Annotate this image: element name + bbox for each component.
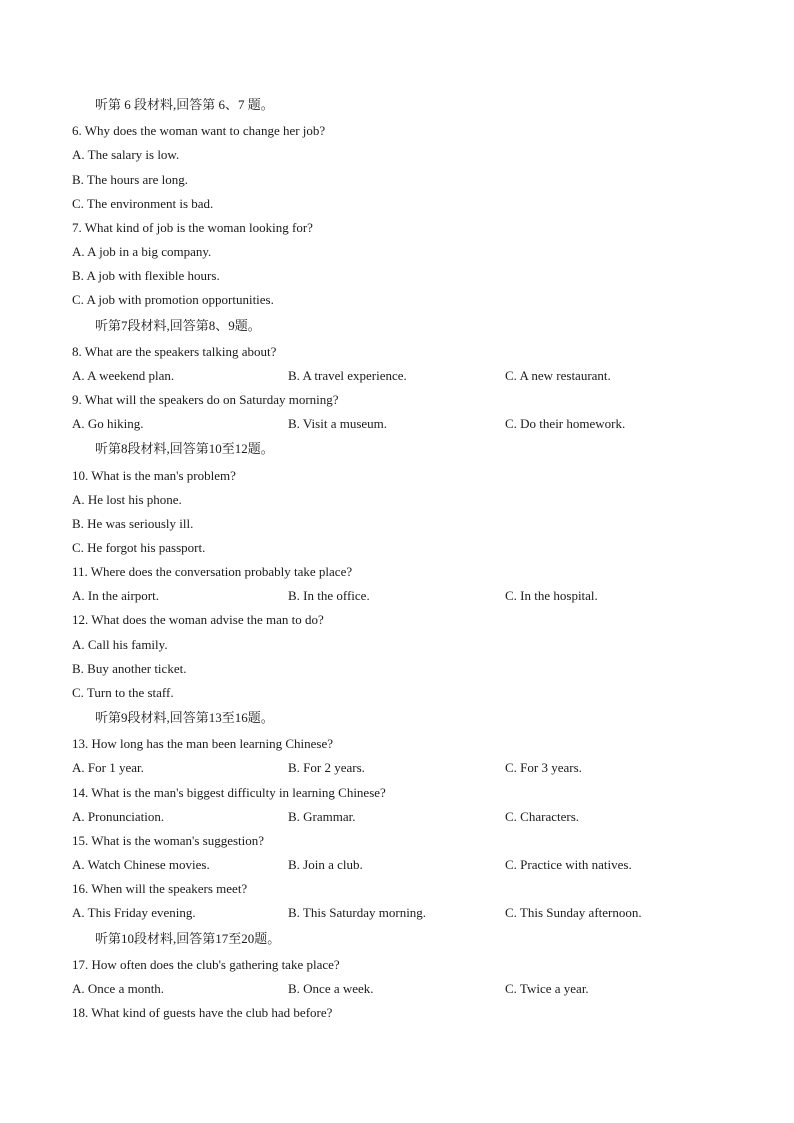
section-heading: 听第10段材料,回答第17至20题。 — [95, 931, 281, 946]
option-12a: A. Call his family. — [72, 637, 168, 652]
options-row-11 — [72, 588, 722, 604]
question-15: 15. What is the woman's suggestion? — [72, 833, 265, 848]
option-8c: C. A new restaurant. — [505, 368, 611, 383]
options-row-9 — [72, 416, 722, 432]
option-14b: B. Grammar. — [288, 809, 356, 824]
section-heading: 听第9段材料,回答第13至16题。 — [95, 710, 274, 725]
section-heading: 听第8段材料,回答第10至12题。 — [95, 441, 274, 456]
option-13a: A. For 1 year. — [72, 760, 144, 775]
option-12c: C. Turn to the staff. — [72, 685, 174, 700]
options-row-15 — [72, 857, 722, 873]
option-17a: A. Once a month. — [72, 981, 165, 996]
question-6: 6. Why does the woman want to change her job? — [72, 123, 326, 138]
option-14a: A. Pronunciation. — [72, 809, 165, 824]
options-row-13 — [72, 760, 722, 776]
question-14: 14. What is the man's biggest difficulty in learning Chinese? — [72, 785, 386, 800]
options-row-8 — [72, 368, 722, 384]
option-11c: C. In the hospital. — [505, 588, 598, 603]
option-12b: B. Buy another ticket. — [72, 661, 187, 676]
option-14c: C. Characters. — [505, 809, 580, 824]
option-9b: B. Visit a museum. — [288, 416, 388, 431]
option-10a: A. He lost his phone. — [72, 492, 182, 507]
option-10c: C. He forgot his passport. — [72, 540, 206, 555]
option-13c: C. For 3 years. — [505, 760, 582, 775]
option-11a: A. In the airport. — [72, 588, 160, 603]
option-11b: B. In the office. — [288, 588, 370, 603]
option-15a: A. Watch Chinese movies. — [72, 857, 210, 872]
option-15b: B. Join a club. — [288, 857, 363, 872]
question-17: 17. How often does the club's gathering take place? — [72, 957, 340, 972]
option-13b: B. For 2 years. — [288, 760, 365, 775]
question-16: 16. When will the speakers meet? — [72, 881, 248, 896]
options-row-17 — [72, 981, 722, 997]
option-6a: A. The salary is low. — [72, 147, 180, 162]
option-9c: C. Do their homework. — [505, 416, 626, 431]
option-6c: C. The environment is bad. — [72, 196, 214, 211]
question-10: 10. What is the man's problem? — [72, 468, 236, 483]
option-16c: C. This Sunday afternoon. — [505, 905, 642, 920]
option-9a: A. Go hiking. — [72, 416, 144, 431]
question-8: 8. What are the speakers talking about? — [72, 344, 277, 359]
option-7c: C. A job with promotion opportunities. — [72, 292, 274, 307]
option-15c: C. Practice with natives. — [505, 857, 632, 872]
question-9: 9. What will the speakers do on Saturday morning? — [72, 392, 339, 407]
option-17b: B. Once a week. — [288, 981, 374, 996]
option-10b: B. He was seriously ill. — [72, 516, 194, 531]
option-6b: B. The hours are long. — [72, 172, 189, 187]
section-heading: 听第 6 段材料,回答第 6、7 题。 — [95, 97, 274, 112]
option-8a: A. A weekend plan. — [72, 368, 175, 383]
options-row-14 — [72, 809, 722, 825]
option-7a: A. A job in a big company. — [72, 244, 212, 259]
option-8b: B. A travel experience. — [288, 368, 407, 383]
option-16b: B. This Saturday morning. — [288, 905, 427, 920]
question-12: 12. What does the woman advise the man to do? — [72, 612, 324, 627]
question-7: 7. What kind of job is the woman looking for? — [72, 220, 313, 235]
option-7b: B. A job with flexible hours. — [72, 268, 220, 283]
option-16a: A. This Friday evening. — [72, 905, 196, 920]
question-13: 13. How long has the man been learning Chinese? — [72, 736, 334, 751]
section-heading: 听第7段材料,回答第8、9题。 — [95, 318, 261, 333]
question-11: 11. Where does the conversation probably take place? — [72, 564, 353, 579]
option-17c: C. Twice a year. — [505, 981, 589, 996]
options-row-16 — [72, 905, 722, 921]
question-18: 18. What kind of guests have the club had before? — [72, 1005, 333, 1020]
